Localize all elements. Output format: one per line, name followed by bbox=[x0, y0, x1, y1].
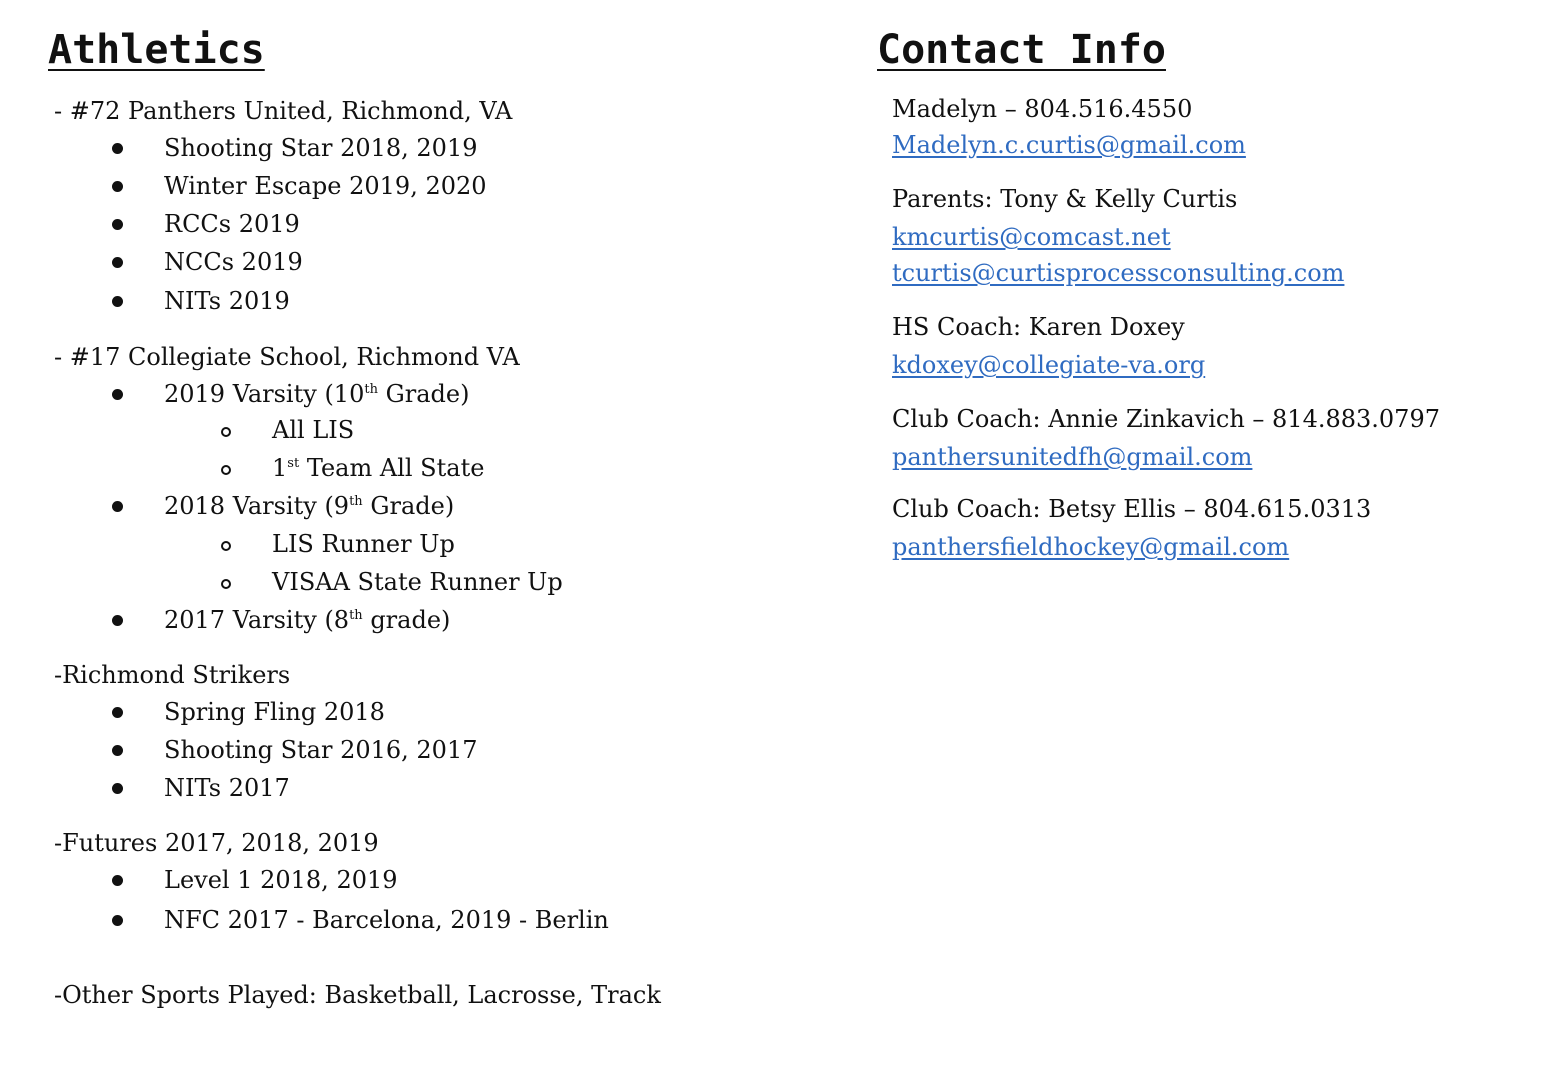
email-link-club-coach-betsy[interactable]: panthersfieldhockey@gmail.com bbox=[892, 533, 1290, 561]
list-item: NITs 2017 bbox=[164, 774, 290, 802]
bullet-icon bbox=[112, 707, 123, 718]
email-link-hs-coach[interactable]: kdoxey@collegiate-va.org bbox=[892, 351, 1206, 379]
circle-bullet-icon bbox=[221, 465, 231, 475]
ordinal-suffix: th bbox=[349, 608, 363, 623]
ordinal-suffix: th bbox=[364, 382, 378, 397]
sub-list-item: VISAA State Runner Up bbox=[272, 568, 563, 596]
list-item-2019-varsity bbox=[164, 379, 469, 409]
email-link-kmcurtis[interactable]: kmcurtis@comcast.net bbox=[892, 223, 1171, 251]
list-item: Level 1 2018, 2019 bbox=[164, 866, 398, 894]
email-link-club-coach-annie[interactable]: panthersunitedfh@gmail.com bbox=[892, 443, 1253, 471]
sub-list-item: LIS Runner Up bbox=[272, 530, 455, 558]
bullet-icon bbox=[112, 783, 123, 794]
item-text: Team All State bbox=[299, 454, 485, 482]
contact-label-club-coach-betsy: Club Coach: Betsy Ellis – 804.615.0313 bbox=[892, 495, 1372, 523]
bullet-icon bbox=[112, 875, 123, 886]
contact-label-madelyn: Madelyn – 804.516.4550 bbox=[892, 95, 1193, 123]
ordinal-suffix: st bbox=[287, 456, 300, 471]
bullet-icon bbox=[112, 915, 123, 926]
section-title-collegiate-school: - #17 Collegiate School, Richmond VA bbox=[54, 343, 520, 371]
contact-info-heading: Contact Info bbox=[877, 27, 1166, 73]
list-item: Winter Escape 2019, 2020 bbox=[164, 172, 487, 200]
circle-bullet-icon bbox=[221, 579, 231, 589]
bullet-icon bbox=[112, 745, 123, 756]
list-item: RCCs 2019 bbox=[164, 210, 300, 238]
list-item: Shooting Star 2018, 2019 bbox=[164, 134, 478, 162]
list-item: Spring Fling 2018 bbox=[164, 698, 385, 726]
item-text: grade) bbox=[362, 606, 451, 634]
ordinal-suffix: th bbox=[349, 494, 363, 509]
bullet-icon bbox=[112, 389, 123, 400]
section-title-richmond-strikers: -Richmond Strikers bbox=[54, 661, 291, 689]
item-text: 2017 Varsity (8 bbox=[164, 606, 350, 634]
list-item: NCCs 2019 bbox=[164, 248, 303, 276]
list-item: NFC 2017 - Barcelona, 2019 - Berlin bbox=[164, 906, 609, 934]
circle-bullet-icon bbox=[221, 541, 231, 551]
section-title-futures: -Futures 2017, 2018, 2019 bbox=[54, 829, 379, 857]
item-text: 2019 Varsity (10 bbox=[164, 380, 365, 408]
item-text: Grade) bbox=[362, 492, 455, 520]
item-text: Grade) bbox=[377, 380, 470, 408]
section-title-panthers-united: - #72 Panthers United, Richmond, VA bbox=[54, 97, 513, 125]
list-item: Shooting Star 2016, 2017 bbox=[164, 736, 478, 764]
email-link-tcurtis[interactable]: tcurtis@curtisprocessconsulting.com bbox=[892, 259, 1345, 287]
list-item-2017-varsity bbox=[164, 605, 450, 635]
bullet-icon bbox=[112, 615, 123, 626]
contact-label-hs-coach: HS Coach: Karen Doxey bbox=[892, 313, 1185, 341]
athletics-heading: Athletics bbox=[48, 27, 265, 73]
bullet-icon bbox=[112, 501, 123, 512]
bullet-icon bbox=[112, 257, 123, 268]
bullet-icon bbox=[112, 219, 123, 230]
email-link-madelyn[interactable]: Madelyn.c.curtis@gmail.com bbox=[892, 131, 1246, 159]
item-text: 2018 Varsity (9 bbox=[164, 492, 350, 520]
list-item: NITs 2019 bbox=[164, 287, 290, 315]
other-sports-played: -Other Sports Played: Basketball, Lacrosse, Track bbox=[54, 981, 661, 1009]
item-text: 1 bbox=[272, 454, 288, 482]
circle-bullet-icon bbox=[221, 427, 231, 437]
sub-list-item: All LIS bbox=[272, 416, 355, 444]
list-item-2018-varsity bbox=[164, 491, 454, 521]
contact-label-club-coach-annie: Club Coach: Annie Zinkavich – 814.883.0797 bbox=[892, 405, 1440, 433]
sub-list-item bbox=[272, 453, 484, 483]
bullet-icon bbox=[112, 181, 123, 192]
contact-label-parents: Parents: Tony & Kelly Curtis bbox=[892, 185, 1238, 213]
bullet-icon bbox=[112, 143, 123, 154]
bullet-icon bbox=[112, 296, 123, 307]
